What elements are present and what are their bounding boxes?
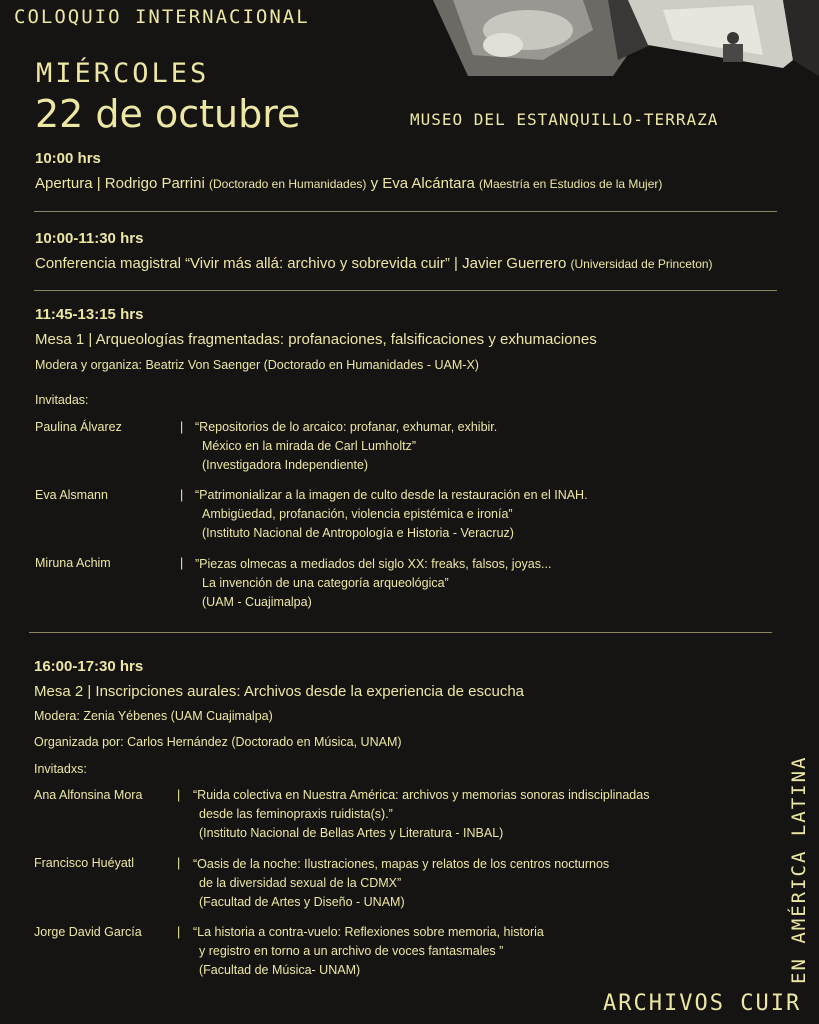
opening-speakers-2: y Eva Alcántara	[366, 175, 479, 192]
talk-affiliation: (UAM - Cuajimalpa)	[202, 595, 312, 609]
speaker-name: Jorge David García	[34, 925, 142, 939]
talk-affiliation: (Investigadora Independiente)	[202, 458, 369, 472]
talk-details	[195, 486, 588, 543]
talk-title-line: de la diversidad sexual de la CDMX”	[199, 876, 402, 890]
divider	[34, 211, 777, 212]
panel-moderator: Modera: Zenia Yébenes (UAM Cuajimalpa)	[34, 709, 273, 723]
guests-label: Invitadxs:	[34, 762, 87, 776]
divider	[29, 632, 772, 633]
header-photo-collage	[433, 0, 819, 76]
session-description	[35, 175, 662, 192]
talk-details	[193, 923, 544, 980]
session-time: 10:00 hrs	[35, 150, 101, 167]
panel-organizer: Organizada por: Carlos Hernández (Doctorado en Música, UNAM)	[34, 735, 402, 749]
session-time: 10:00-11:30 hrs	[35, 230, 144, 247]
talk-affiliation: (Facultad de Artes y Diseño - UNAM)	[199, 895, 405, 909]
talk-title-line: La invención de una categoría arqueológica”	[202, 576, 449, 590]
talk-title-line: “Oasis de la noche: Ilustraciones, mapas y relatos de los centros nocturnos	[193, 857, 610, 871]
talk-title-line: “Repositorios de lo arcaico: profanar, exhumar, exhibir.	[195, 420, 498, 434]
talk-affiliation: (Facultad de Música- UNAM)	[199, 963, 361, 977]
talk-title-line: “Patrimonializar a la imagen de culto desde la restauración en el INAH.	[195, 488, 588, 502]
talk-affiliation: (Instituto Nacional de Antropología e Historia - Veracruz)	[202, 526, 514, 540]
talk-title-line: y registro en torno a un archivo de voces fantasmales ”	[199, 944, 504, 958]
speaker-affiliation: (Universidad de Princeton)	[570, 257, 713, 271]
speaker-name: Ana Alfonsina Mora	[34, 788, 143, 802]
session-time: 16:00-17:30 hrs	[34, 658, 144, 675]
talk-title-line: “Ruida colectiva en Nuestra América: archivos y memorias sonoras indisciplinadas	[193, 788, 650, 802]
guests-label: Invitadas:	[35, 393, 89, 407]
panel-moderator: Modera y organiza: Beatriz Von Saenger (Doctorado en Humanidades - UAM-X)	[35, 358, 479, 372]
speaker-affiliation: (Maestría en Estudios de la Mujer)	[478, 177, 663, 191]
footer-title: ARCHIVOS CUIR	[603, 991, 802, 1016]
talk-details	[193, 786, 649, 843]
speaker-name: Eva Alsmann	[35, 488, 108, 502]
talk-details	[195, 418, 497, 475]
panel-title: Mesa 1 | Arqueologías fragmentadas: profanaciones, falsificaciones y exhumaciones	[35, 331, 597, 348]
talk-details	[193, 855, 609, 912]
separator: |	[177, 788, 181, 802]
keynote-title: Conferencia magistral “Vivir más allá: archivo y sobrevida cuir” | Javier Guerrero	[35, 255, 571, 272]
vertical-subtitle: EN AMÉRICA LATINA	[788, 755, 810, 984]
separator: |	[177, 856, 181, 870]
talk-details	[195, 555, 551, 612]
session-description	[35, 255, 713, 272]
speaker-name: Paulina Álvarez	[35, 420, 122, 434]
separator: |	[180, 488, 184, 502]
speaker-name: Miruna Achim	[35, 556, 111, 570]
talk-affiliation: (Instituto Nacional de Bellas Artes y Literatura - INBAL)	[199, 826, 504, 840]
speaker-affiliation: (Doctorado en Humanidades)	[208, 177, 367, 191]
divider	[34, 290, 777, 291]
talk-title-line: México en la mirada de Carl Lumholtz”	[202, 439, 416, 453]
panel-title: Mesa 2 | Inscripciones aurales: Archivos desde la experiencia de escucha	[34, 683, 524, 700]
session-time: 11:45-13:15 hrs	[35, 306, 144, 323]
talk-title-line: ”Piezas olmecas a mediados del siglo XX: freaks, falsos, joyas...	[195, 557, 552, 571]
weekday: MIÉRCOLES	[36, 58, 210, 89]
talk-title-line: Ambigüedad, profanación, violencia epistémica e ironía”	[202, 507, 513, 521]
separator: |	[180, 420, 184, 434]
talk-title-line: desde las feminopraxis ruidista(s).”	[199, 807, 393, 821]
speaker-name: Francisco Huéyatl	[34, 856, 135, 870]
separator: |	[177, 925, 181, 939]
venue: MUSEO DEL ESTANQUILLO-TERRAZA	[410, 110, 719, 129]
event-date: 22 de octubre	[35, 92, 301, 136]
talk-title-line: “La historia a contra-vuelo: Reflexiones sobre memoria, historia	[193, 925, 544, 939]
opening-speakers: Apertura | Rodrigo Parrini	[35, 175, 209, 192]
series-title: COLOQUIO INTERNACIONAL	[14, 6, 310, 28]
separator: |	[180, 556, 184, 570]
